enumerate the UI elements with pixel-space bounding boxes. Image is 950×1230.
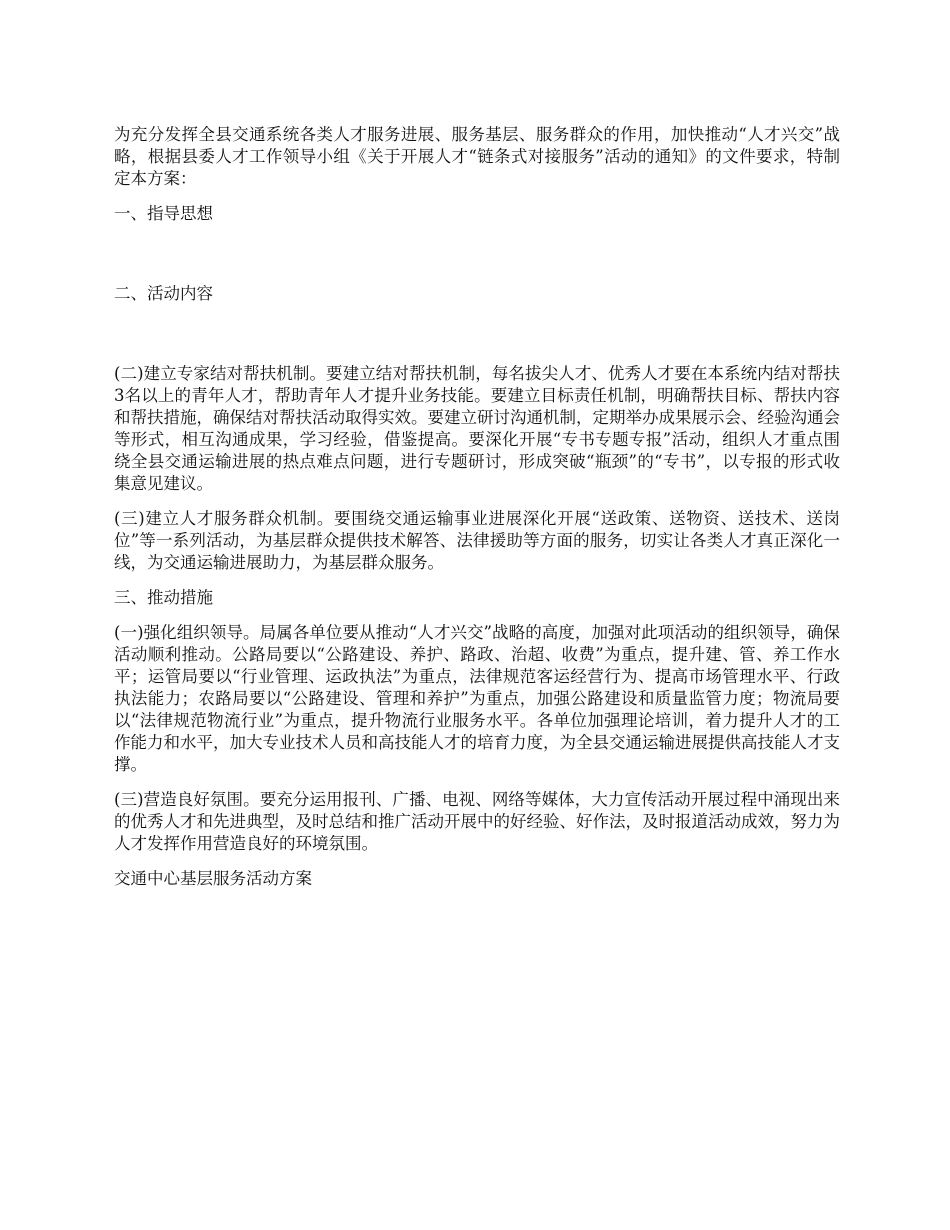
paragraph-serve-public: (三)建立人才服务群众机制。要围绕交通运输事业进展深化开展“送政策、送物资、送技术、送岗位”等一系列活动，为基层群众提供技术解答、法律援助等方面的服务，切实让各类人才真正深化一线，为交通运输进展助力，为基层群众服务。 (114, 509, 840, 572)
intro-paragraph: 为充分发挥全县交通系统各类人才服务进展、服务基层、服务群众的作用，加快推动“人才兴交”战略，根据县委人才工作领导小组《关于开展人才“链条式对接服务”活动的通知》的文件要求，特制定本方案： (114, 125, 840, 188)
section-heading-guiding-ideology: 一、指导思想 (114, 204, 213, 223)
section-heading-measures: 三、推动措施 (114, 588, 213, 607)
document-body (114, 124, 840, 903)
paragraph-organization-leadership: (一)强化组织领导。局属各单位要从推动“人才兴交”战略的高度，加强对此项活动的组织领导，确保活动顺利推动。公路局要以“公路建设、养护、路政、治超、收费”为重点，提升建、管、养工作水平；运管局要以“行业管理、运政执法”为重点，法律规范客运经营行为、提高市场管理水平、行政执法能力；农路局要以“公路建设、管理和养护”为重点，加强公路建设和质量监管力度；物流局要以“法律规范物流行业”为重点，提升物流行业服务水平。各单位加强理论培训，着力提升人才的工作能力和水平，加大专业技术人员和高技能人才的培育力度，为全县交通运输进展提供高技能人才支撑。 (114, 623, 840, 774)
paragraph-expert-pairing: (二)建立专家结对帮扶机制。要建立结对帮扶机制，每名拔尖人才、优秀人才要在本系统内结对帮扶3名以上的青年人才，帮助青年人才提升业务技能。要建立目标责任机制，明确帮扶目标、帮扶内容和帮扶措施，确保结对帮扶活动取得实效。要建立研讨沟通机制，定期举办成果展示会、经验沟通会等形式，相互沟通成果，学习经验，借鉴提高。要深化开展“专书专题专报”活动，组织人才重点围绕全县交通运输进展的热点难点问题，进行专题研讨，形成突破“瓶颈”的“专书”，以专报的形式收集意见建议。 (114, 364, 840, 493)
paragraph-atmosphere: (三)营造良好氛围。要充分运用报刊、广播、电视、网络等媒体，大力宣传活动开展过程中涌现出来的优秀人才和先进典型，及时总结和推广活动开展中的好经验、好作法，及时报道活动成效，努力为人才发挥作用营造良好的环境氛围。 (114, 790, 840, 853)
section-heading-activity-content: 二、活动内容 (114, 284, 213, 303)
closing-title: 交通中心基层服务活动方案 (114, 869, 312, 888)
